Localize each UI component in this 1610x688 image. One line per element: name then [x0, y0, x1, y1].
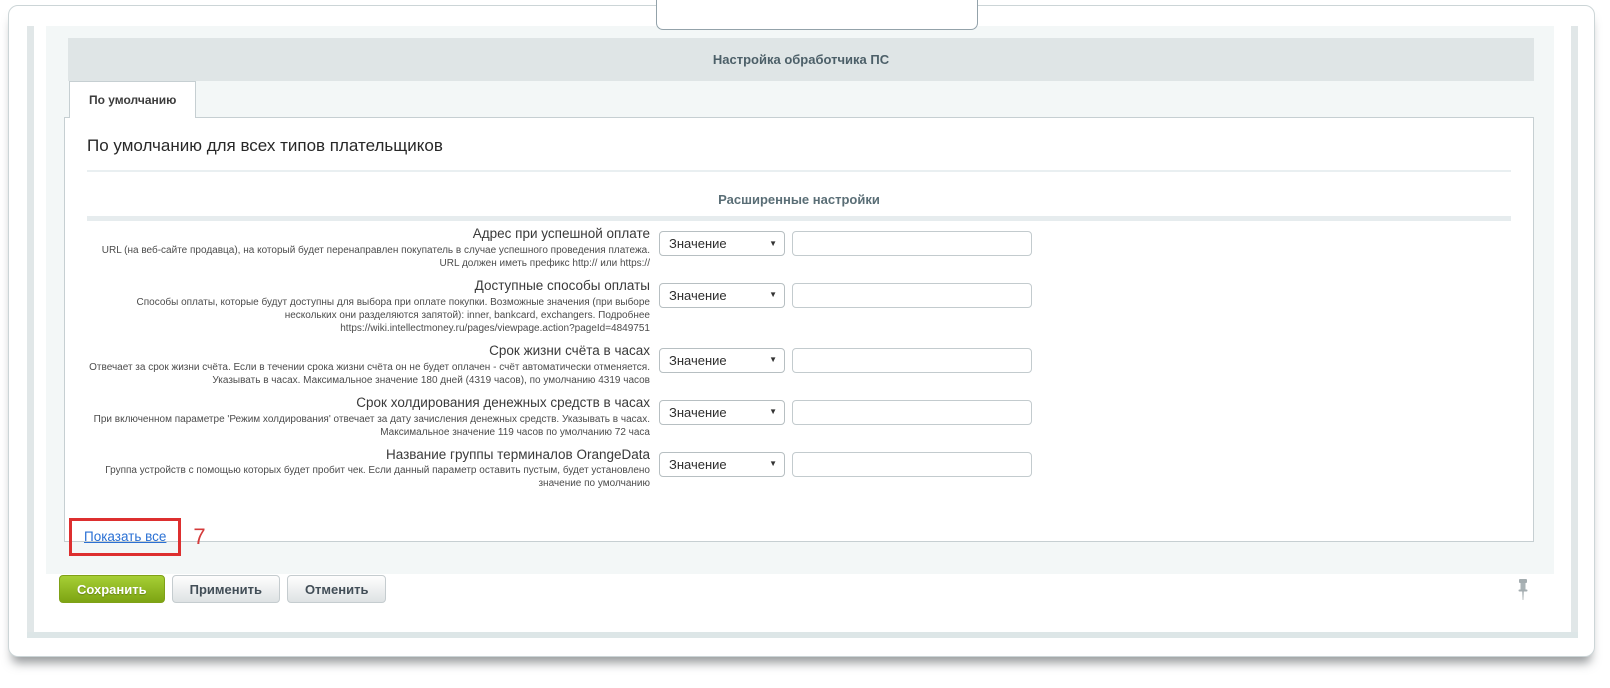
value-type-select-label: Значение [669, 236, 727, 251]
field-value-input[interactable] [792, 348, 1032, 373]
field-description: При включенном параметре 'Режим холдирования' отвечает за дату зачисления денежных средств. Указывать в часах. Максимальное значение 119 часов по умолчанию 72 часа [93, 413, 650, 438]
field-row-payment-methods [87, 278, 1511, 335]
value-type-select-label: Значение [669, 404, 727, 420]
save-button[interactable]: Сохранить [59, 575, 165, 603]
cancel-button[interactable]: Отменить [287, 575, 387, 603]
form-buttons [59, 575, 393, 603]
field-label: Название группы терминалов OrangeData [385, 446, 650, 462]
tab-default[interactable] [69, 81, 196, 118]
field-row-orangedata-group [87, 447, 1511, 491]
field-row-invoice-lifetime [87, 343, 1511, 387]
value-type-select[interactable] [659, 348, 785, 373]
field-row-success-url [87, 226, 1511, 270]
chevron-down-icon: ▼ [769, 407, 777, 417]
field-description: Отвечает за срок жизни счёта. Если в течении срока жизни счёта он не будет оплачен - счёт автоматически отменяется. Указывать в часах. Максимальное значение 180 дней (4319 часов), по умолчанию 4319 часов [89, 361, 650, 386]
field-description: Способы оплаты, которые будут доступны для выбора при оплате покупки. Возможные значения (при выборе нескольких они разделяются запятой): inner, bankcard, exchangers. Подробнее https://wiki.intellectmoney.ru/pages/viewpage.action?pageId=4849751 [136, 296, 650, 334]
left-track-stripe [27, 26, 34, 638]
field-label: Адрес при успешной оплате [472, 226, 650, 241]
advanced-settings-divider [87, 216, 1511, 221]
value-type-select-label: Значение [669, 456, 727, 472]
value-type-select[interactable] [659, 231, 785, 256]
field-row-holding-period [87, 395, 1511, 439]
page-frame [8, 5, 1595, 657]
cropped-input-above[interactable] [656, 0, 978, 30]
chevron-down-icon: ▼ [769, 459, 777, 468]
settings-container [46, 26, 1554, 574]
value-type-select[interactable] [659, 400, 785, 425]
chevron-down-icon: ▼ [769, 290, 777, 300]
field-value-input[interactable] [792, 231, 1032, 256]
field-description: Группа устройств с помощью которых будет пробит чек. Если данный параметр оставить пустым, будет установлено значение по умолчанию [105, 465, 650, 490]
show-all-area [69, 518, 1511, 556]
chevron-down-icon: ▼ [769, 238, 777, 248]
field-description: URL (на веб-сайте продавца), на который будет перенаправлен покупатель в случае успешного проведения платежа. URL должен иметь префикс http:// или https:// [101, 244, 650, 269]
divider [87, 170, 1511, 172]
field-label: Срок жизни счёта в часах [489, 342, 650, 358]
value-type-select-label: Значение [669, 287, 727, 303]
field-value-input[interactable] [792, 400, 1032, 425]
apply-button[interactable]: Применить [172, 575, 280, 603]
value-type-select-label: Значение [669, 352, 727, 368]
right-track-stripe [1571, 26, 1578, 638]
advanced-settings-title: Расширенные настройки [718, 192, 880, 207]
panel-heading: По умолчанию для всех типов плательщиков [87, 136, 443, 155]
section-header-title: Настройка обработчика ПС [712, 52, 890, 67]
field-value-input[interactable] [792, 283, 1032, 308]
bottom-track-stripe [27, 632, 1578, 638]
tab-default-label: По умолчанию [89, 93, 177, 107]
chevron-down-icon: ▼ [769, 355, 777, 365]
tab-panel [64, 117, 1534, 550]
annotation-highlight-box [69, 518, 181, 556]
section-header-bar [68, 38, 1534, 81]
field-label: Доступные способы оплаты [474, 277, 650, 293]
pin-icon[interactable] [1515, 576, 1531, 602]
field-value-input[interactable] [792, 452, 1032, 477]
field-label: Срок холдирования денежных средств в часах [356, 394, 650, 410]
annotation-number: 7 [193, 524, 206, 550]
show-all-link[interactable]: Показать все [84, 529, 167, 545]
value-type-select[interactable] [659, 452, 785, 477]
value-type-select[interactable] [659, 283, 785, 308]
